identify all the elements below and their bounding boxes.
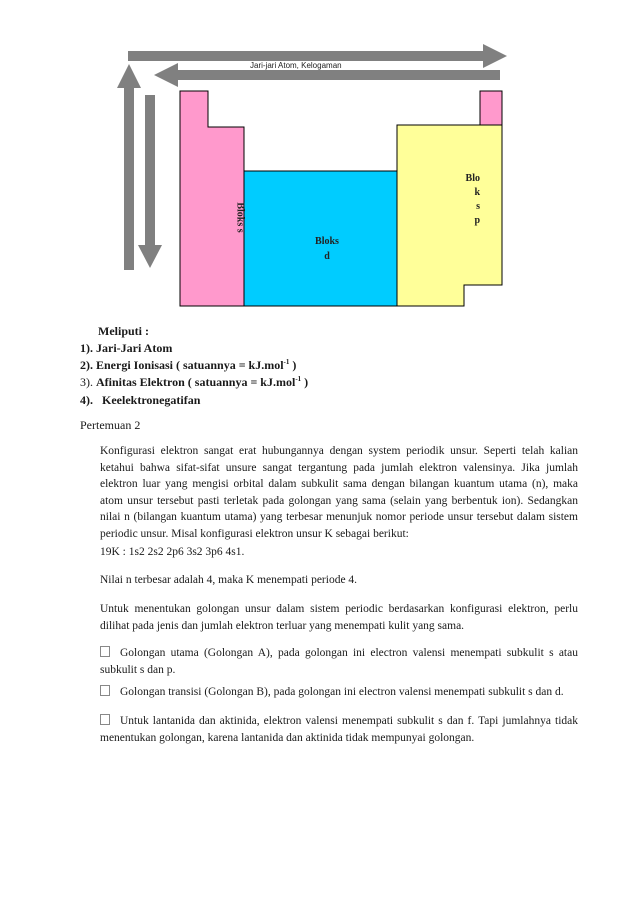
meliputi-heading: Meliputi :	[98, 324, 149, 338]
meliputi-item-3	[80, 375, 308, 390]
item-tail: )	[289, 358, 297, 372]
item-text: Keelektronegatifan	[102, 393, 201, 407]
meliputi-item-2	[80, 358, 296, 373]
block-he	[480, 91, 502, 125]
bullet-square-icon	[100, 685, 110, 696]
item-number: 3).	[80, 375, 93, 389]
item-text: Energi Ionisasi ( satuannya = kJ.mol	[96, 358, 284, 372]
bullet-text: Untuk lantanida dan aktinida, elektron valensi menempati subkulit s dan f. Tapi jumlahnya tidak menentukan golongan, karena lantanida dan aktinida tidak mempunyai golongan.	[100, 715, 578, 744]
bullet-lantanida	[100, 713, 578, 746]
item-number: 2).	[80, 358, 93, 372]
item-tail: )	[301, 375, 309, 389]
paragraph-golongan: Untuk menentukan golongan unsur dalam sistem periodic berdasarkan konfigurasi elektron, perlu dilihat pada jenis dan jumlah elektron terluar yang menempati kulit yang sama.	[100, 603, 578, 632]
bullet-text: Golongan utama (Golongan A), pada golongan ini electron valensi menempati subkulit s atau subkulit s dan p.	[100, 647, 578, 676]
meliputi-item-1	[80, 341, 172, 356]
block-d-label	[300, 234, 354, 264]
meliputi-item-4	[80, 393, 200, 408]
item-number: 1).	[80, 341, 93, 355]
block-p-label-line: Blo	[465, 173, 480, 184]
block-p-label-line: k	[474, 187, 480, 198]
block-p-label-line: s	[476, 201, 480, 212]
item-text: Jari-Jari Atom	[96, 341, 173, 355]
bullet-square-icon	[100, 646, 110, 657]
block-d-label-line2: d	[324, 251, 330, 262]
block-diagram-svg	[0, 0, 638, 320]
arrow-down	[138, 95, 162, 268]
bullet-text: Golongan transisi (Golongan B), pada golongan ini electron valensi menempati subkulit s dan d.	[120, 686, 564, 698]
block-p-label-line: p	[474, 215, 480, 226]
item-sup: -1	[295, 375, 302, 383]
periodic-block-diagram	[0, 0, 638, 320]
item-text: Afinitas Elektron ( satuannya = kJ.mol	[96, 375, 296, 389]
arrow-label: Jari-jari Atom, Kelogaman	[250, 61, 342, 70]
arrow-up	[117, 64, 141, 270]
bullet-square-icon	[100, 714, 110, 725]
block-d-label-line1: Bloks	[315, 236, 339, 247]
pertemuan-heading: Pertemuan 2	[80, 418, 141, 432]
paragraph-konfigurasi: Konfigurasi elektron sangat erat hubungannya dengan system periodik unsur. Seperti telah kalian ketahui bahwa sifat-sifat unsure sangat tergantung pada jumlah elektron valensinya. Jika jumlah elektron luar yang mengisi orbital dalam subkulit sama dengan bilangan kuantum utama (n), maka atom unsur tersebut pasti terletak pada golongan yang sama (selain yang berbentuk ion). Sedangkan nilai n (bilangan kuantum utama) yang terbesar menunjuk nomor periode unsur tersebut dalam sistem periodic unsur. Misal konfigurasi elektron unsur K sebagai berikut:	[100, 445, 578, 540]
item-sup: -1	[283, 358, 290, 366]
block-s-label: Bloks s	[234, 202, 246, 233]
bullet-golongan-utama	[100, 645, 578, 678]
item-number: 4).	[80, 393, 93, 407]
bullet-golongan-transisi	[100, 684, 578, 701]
paragraph-periode: Nilai n terbesar adalah 4, maka K menempati periode 4.	[100, 574, 358, 586]
paragraph-k-config: 19K : 1s2 2s2 2p6 3s2 3p6 4s1.	[100, 546, 245, 558]
block-p-label	[450, 172, 480, 228]
